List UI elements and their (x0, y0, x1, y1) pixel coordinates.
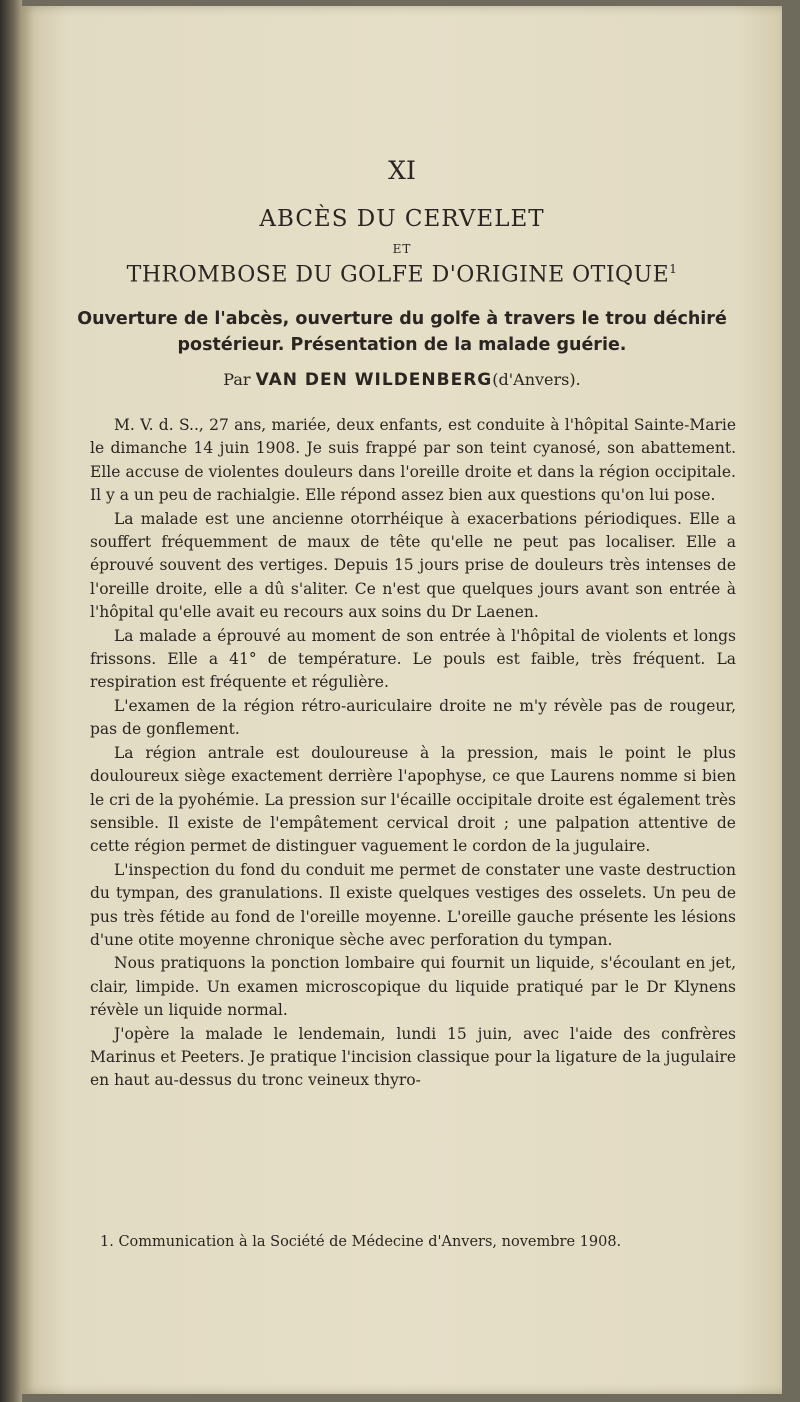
author-name: VAN DEN WILDENBERG (255, 370, 493, 390)
byline-prefix: Par (223, 370, 251, 389)
footnote: 1. Communication à la Société de Médecine d'Anvers, novembre 1908. (100, 1234, 622, 1250)
title-line-1: ABCÈS DU CERVELET (259, 206, 545, 232)
title-conjunction: ET (392, 242, 412, 256)
byline (22, 370, 782, 390)
title-line-2 (22, 262, 782, 287)
paragraph: La malade est une ancienne otorrhéique à exacerbations périodiques. Elle a souffert fréquemment de maux de tête qu'elle ne peut pas localiser. Elle a éprouvé souvent des vertiges. Depuis 15 jours prise de douleurs très intenses de l'oreille droite, elle a dû s'aliter. Ce n'est que quelques jours avant son entrée à l'hôpital qu'elle avait eu recours aux soins du Dr Laenen. (90, 509, 736, 622)
paragraph: J'opère la malade le lendemain, lundi 15 juin, avec l'aide des confrères Marinus et Peeters. Je pratique l'incision classique pour la ligature de la jugulaire en haut au-dessus du tronc veineux thyro- (90, 1024, 736, 1090)
author-location: (d'Anvers). (492, 370, 581, 389)
paragraph: Nous pratiquons la ponction lombaire qui fournit un liquide, s'écoulant en jet, clair, limpide. Un examen microscopique du liquide pratiqué par le Dr Klynens révèle un liquide normal. (90, 954, 736, 1020)
paragraph: L'inspection du fond du conduit me permet de constater une vaste destruction du tympan, des granulations. Il existe quelques vestiges des osselets. Un peu de pus très fétide au fond de l'oreille moyenne. L'oreille gauche présente les lésions d'une otite moyenne chronique sèche avec perforation du tympan. (90, 860, 736, 949)
book-page (22, 6, 782, 1394)
body-text (90, 414, 736, 1093)
title-line-2-text: THROMBOSE DU GOLFE D'ORIGINE OTIQUE (126, 262, 670, 288)
chapter-number: XI (388, 156, 416, 185)
book-spine-shadow (0, 0, 22, 1402)
paragraph: L'examen de la région rétro-auriculaire droite ne m'y révèle pas de rougeur, pas de gonflement. (90, 696, 736, 739)
subtitle: Ouverture de l'abcès, ouverture du golfe à travers le trou déchiré postérieur. Présentation de la malade guérie. (77, 309, 727, 355)
paragraph: M. V. d. S.., 27 ans, mariée, deux enfants, est conduite à l'hôpital Sainte-Marie le dimanche 14 juin 1908. Je suis frappé par son teint cyanosé, son abattement. Elle accuse de violentes douleurs dans l'oreille droite et dans la région occipitale. Il y a un peu de rachialgie. Elle répond assez bien aux questions qu'on lui pose. (90, 416, 736, 505)
paragraph: La malade a éprouvé au moment de son entrée à l'hôpital de violents et longs frissons. Elle a 41° de température. Le pouls est faible, très fréquent. La respiration est fréquente et régulière. (90, 626, 736, 692)
paragraph: La région antrale est douloureuse à la pression, mais le point le plus douloureux siège exactement derrière l'apophyse, ce que Laurens nomme si bien le cri de la pyohémie. La pression sur l'écaille occipitale droite est également très sensible. Il existe de l'empâtement cervical droit ; une palpation attentive de cette région permet de distinguer vaguement le cordon de la jugulaire. (90, 743, 736, 856)
footnote-marker: 1 (669, 262, 678, 276)
